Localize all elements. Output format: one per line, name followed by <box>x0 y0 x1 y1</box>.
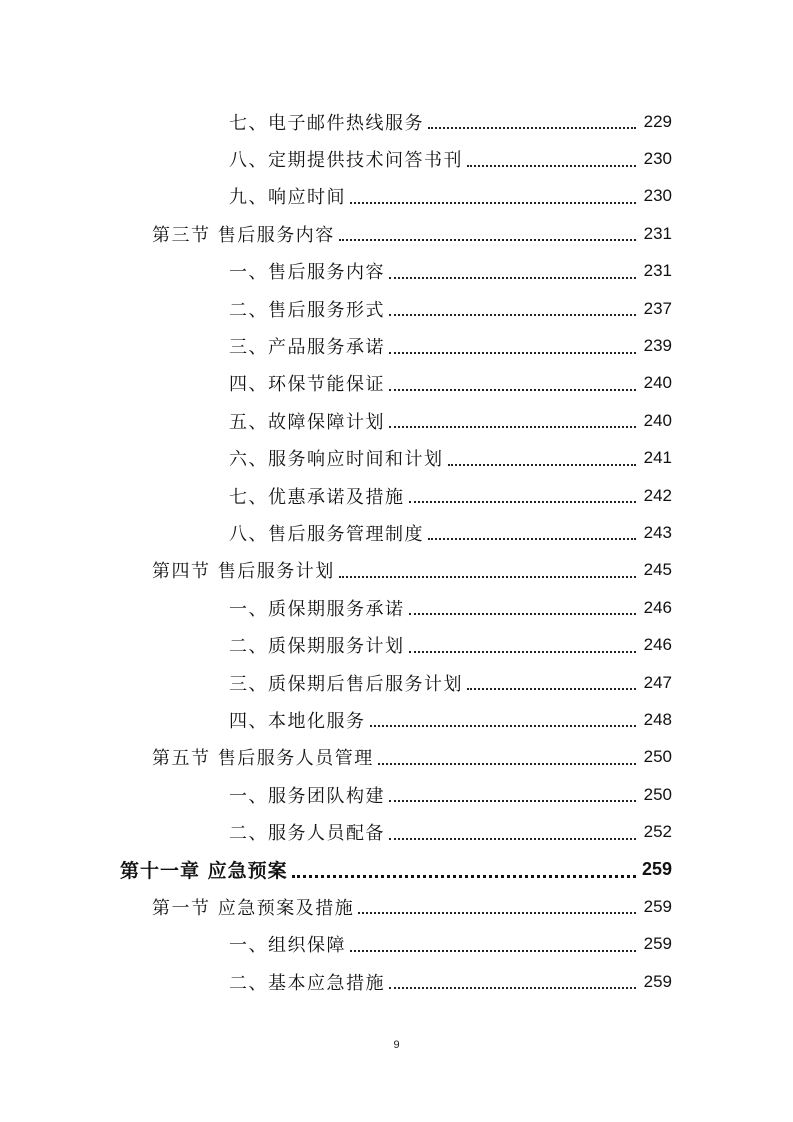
toc-item-entry[interactable] <box>0 440 793 477</box>
dot-leader <box>370 724 637 727</box>
toc-entry-page-number: 231 <box>643 261 672 281</box>
toc-entry-page-number: 230 <box>643 149 672 169</box>
dot-leader <box>467 687 636 690</box>
toc-entry-title: 一、质保期服务承诺 <box>229 598 405 620</box>
toc-entry-page-number: 237 <box>643 298 672 318</box>
toc-entry-title: 二、基本应急措施 <box>229 972 385 994</box>
toc-entry-page-number: 259 <box>643 971 672 991</box>
dot-leader <box>389 388 636 391</box>
toc-item-entry[interactable] <box>0 926 793 963</box>
toc-entry-title: 第十一章 应急预案 <box>120 860 288 882</box>
toc-entry-title: 二、服务人员配备 <box>229 823 385 845</box>
dot-leader <box>409 612 637 615</box>
toc-entry-title: 四、环保节能保证 <box>229 374 385 396</box>
toc-entry-title: 第一节 应急预案及措施 <box>152 897 355 919</box>
toc-item-entry[interactable] <box>0 365 793 402</box>
toc-entry-title: 八、定期提供技术问答书刊 <box>229 150 463 172</box>
toc-entry-title: 二、售后服务形式 <box>229 299 385 321</box>
toc-entry-page-number: 246 <box>643 597 672 617</box>
toc-section-entry[interactable] <box>0 552 793 589</box>
dot-leader <box>389 986 636 989</box>
dot-leader <box>339 238 636 241</box>
toc-entry-title: 二、质保期服务计划 <box>229 636 405 658</box>
toc-entry-page-number: 250 <box>643 784 672 804</box>
toc-item-entry[interactable] <box>0 626 793 663</box>
toc-entry-title: 一、服务团队构建 <box>229 785 385 807</box>
toc-entry-title: 八、售后服务管理制度 <box>229 523 424 545</box>
dot-leader <box>448 463 637 466</box>
toc-entry-page-number: 230 <box>643 186 672 206</box>
toc-entry-title: 七、电子邮件热线服务 <box>229 112 424 134</box>
toc-item-entry[interactable] <box>0 514 793 551</box>
toc-entry-page-number: 240 <box>643 410 672 430</box>
dot-leader <box>389 837 636 840</box>
toc-entry-page-number: 252 <box>643 822 672 842</box>
toc-entry-page-number: 248 <box>643 709 672 729</box>
dot-leader <box>389 799 636 802</box>
dot-leader <box>350 949 636 952</box>
toc-entry-page-number: 242 <box>643 485 672 505</box>
toc-entry-title: 四、本地化服务 <box>229 710 366 732</box>
dot-leader <box>358 911 636 914</box>
dot-leader <box>467 164 636 167</box>
dot-leader <box>428 537 636 540</box>
toc-item-entry[interactable] <box>0 253 793 290</box>
toc-item-entry[interactable] <box>0 327 793 364</box>
toc-entry-page-number: 240 <box>643 373 672 393</box>
toc-entry-title: 五、故障保障计划 <box>229 411 385 433</box>
toc-chapter-entry[interactable] <box>0 851 793 888</box>
toc-entry-title: 第五节 售后服务人员管理 <box>152 748 374 770</box>
dot-leader <box>339 575 636 578</box>
dot-leader <box>378 762 636 765</box>
toc-entry-page-number: 239 <box>643 336 672 356</box>
toc-entry-title: 一、售后服务内容 <box>229 262 385 284</box>
toc-item-entry[interactable] <box>0 664 793 701</box>
toc-entry-title: 一、组织保障 <box>229 935 346 957</box>
toc-entry-title: 第四节 售后服务计划 <box>152 561 335 583</box>
toc-entry-page-number: 241 <box>643 448 672 468</box>
dot-leader <box>389 276 636 279</box>
toc-item-entry[interactable] <box>0 103 793 140</box>
toc-entry-page-number: 259 <box>643 896 672 916</box>
toc-entry-page-number: 259 <box>641 859 672 879</box>
table-of-contents <box>0 103 793 1000</box>
toc-entry-page-number: 259 <box>643 934 672 954</box>
toc-entry-title: 六、服务响应时间和计划 <box>229 449 444 471</box>
dot-leader <box>350 201 636 204</box>
toc-item-entry[interactable] <box>0 477 793 514</box>
toc-item-entry[interactable] <box>0 290 793 327</box>
toc-item-entry[interactable] <box>0 776 793 813</box>
toc-item-entry[interactable] <box>0 701 793 738</box>
toc-entry-title: 第三节 售后服务内容 <box>152 224 335 246</box>
toc-item-entry[interactable] <box>0 813 793 850</box>
toc-entry-page-number: 246 <box>643 635 672 655</box>
toc-item-entry[interactable] <box>0 178 793 215</box>
toc-section-entry[interactable] <box>0 888 793 925</box>
toc-entry-title: 九、响应时间 <box>229 187 346 209</box>
dot-leader <box>409 650 637 653</box>
toc-item-entry[interactable] <box>0 963 793 1000</box>
toc-entry-page-number: 250 <box>643 747 672 767</box>
dot-leader <box>292 874 636 878</box>
page-number: 9 <box>393 1039 400 1051</box>
toc-item-entry[interactable] <box>0 589 793 626</box>
dot-leader <box>389 313 636 316</box>
toc-entry-title: 三、产品服务承诺 <box>229 337 385 359</box>
toc-entry-page-number: 247 <box>643 672 672 692</box>
dot-leader <box>409 500 637 503</box>
toc-entry-title: 三、质保期后售后服务计划 <box>229 673 463 695</box>
dot-leader <box>389 425 636 428</box>
toc-entry-page-number: 229 <box>643 111 672 131</box>
dot-leader <box>428 126 636 129</box>
toc-item-entry[interactable] <box>0 402 793 439</box>
toc-section-entry[interactable] <box>0 215 793 252</box>
toc-entry-page-number: 243 <box>643 522 672 542</box>
toc-entry-page-number: 245 <box>643 560 672 580</box>
toc-entry-page-number: 231 <box>643 223 672 243</box>
toc-section-entry[interactable] <box>0 739 793 776</box>
toc-entry-title: 七、优惠承诺及措施 <box>229 486 405 508</box>
dot-leader <box>389 351 636 354</box>
toc-item-entry[interactable] <box>0 140 793 177</box>
